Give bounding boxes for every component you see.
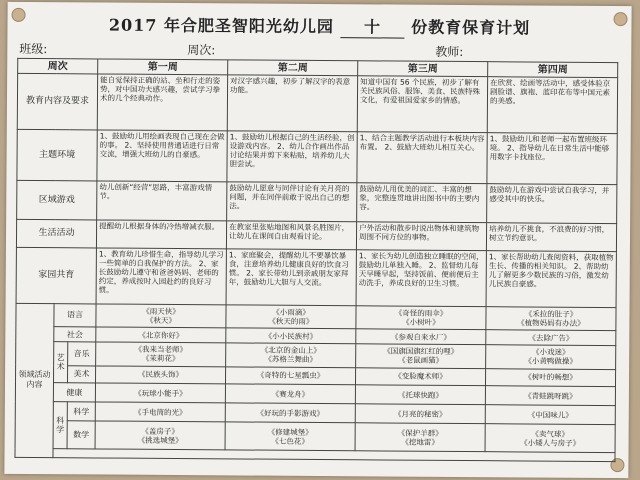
science-week-2: 《好玩的手影游戏》 bbox=[225, 403, 355, 423]
fine-art-week-2: 《奇特的七星瓢虫》 bbox=[226, 367, 356, 385]
music-week-2: 《北京的金山上》 《苏格兰舞曲》 bbox=[226, 343, 356, 368]
math-week-2: 《修建城堡》 《七色花》 bbox=[225, 422, 355, 451]
class-label: 班级: bbox=[19, 41, 48, 57]
fine-art-week-3: 《变脸魔术师》 bbox=[356, 367, 486, 385]
environment-week-3: 1、结合主题教学活动进行本板块内容布置。 2、鼓励大班幼儿相互关心。 bbox=[357, 132, 487, 184]
music-week-3: 《国旗国旗红红的哩》 《老鼠画猫》 bbox=[356, 344, 486, 369]
society-week-1: 《北京你好》 bbox=[96, 327, 226, 343]
field-activities-label: 领域活动内容 bbox=[15, 303, 54, 458]
fine-art-week-4: 《树叶的畅想》 bbox=[486, 368, 616, 386]
area-games-week-2: 鼓励幼儿愿意与同伴讨论有关月亮的问题，并在同伴前敢于说出自己的想法。 bbox=[227, 182, 357, 222]
education-week-3: 知道中国有 56 个民族，初步了解有关民族风俗、服饰、美食、民族特殊文化，有爱祖国爱家乡的情感。 bbox=[357, 76, 487, 133]
home-school-week-4: 1、家长帮助幼儿查阅资料，获取植物生长、传播的相关知识。 2、帮助幼儿了解更多少数民族的习俗，激发幼儿民族自豪感。 bbox=[486, 250, 616, 307]
header-week-1: 第一周 bbox=[98, 59, 228, 75]
health-week-2: 《赛龙舟》 bbox=[225, 384, 355, 404]
language-week-4: 《禾拉的肚子》 《植物妈妈有办法》 bbox=[486, 306, 616, 331]
page-title bbox=[7, 12, 631, 40]
math-week-1: 《盖房子》 《挑选城堡》 bbox=[95, 421, 225, 450]
language-week-2: 《小雨滴》 《秋天的雨》 bbox=[226, 304, 356, 329]
education-week-4: 在欣赏、绘画等活动中，感受体验京剧脸谱、旗袍、蓝印花布等中国元素的美感。 bbox=[487, 77, 617, 134]
row-label-education: 教育内容及要求 bbox=[17, 73, 97, 129]
home-school-week-2: 1、家庭聚会，提醒幼儿不要暴饮暴食，注意培养幼儿健康良好的饮食习惯。 2、家长带幼儿到亲戚朋友家拜年，鼓励幼儿大胆与人交流。 bbox=[226, 249, 356, 306]
subject-health: 健康 bbox=[53, 383, 95, 403]
subject-music: 音乐 bbox=[68, 342, 96, 366]
language-week-1: 《雨天侠》 《秋天》 bbox=[96, 303, 226, 328]
education-week-2: 对汉字感兴趣，初步了解汉字的表意功能。 bbox=[227, 75, 357, 132]
math-week-3: 《保护羊群》 《挖地雷》 bbox=[355, 423, 485, 452]
subject-art: 艺术 bbox=[53, 342, 67, 383]
subject-society: 社会 bbox=[54, 327, 96, 342]
fine-art-week-1: 《民族头饰》 bbox=[96, 366, 226, 384]
area-games-week-3: 鼓励幼儿用优美的词汇、丰富的想象，完整连贯地讲出图书中的主要内容。 bbox=[357, 183, 487, 223]
daily-life-week-3: 户外活动和散步时说出物体和建筑物周围不同方位的事物。 bbox=[356, 222, 486, 251]
subject-math: 数学 bbox=[67, 421, 95, 449]
subject-science-group: 科学 bbox=[53, 402, 67, 449]
home-school-week-1: 1、教育幼儿珍惜生命，指导幼儿学习一些简单的自我保护的方法。 2、家长鼓励幼儿遵守和爸爸妈妈、老师的约定，养成按时入园赴约的良好习惯。 bbox=[96, 248, 226, 305]
science-week-1: 《手电筒的光》 bbox=[95, 402, 225, 422]
plan-table bbox=[14, 58, 618, 462]
subject-science: 科学 bbox=[67, 402, 95, 421]
daily-life-week-2: 在教室里张贴地图和风景名胜图片，让幼儿在课间自由观看讨论。 bbox=[226, 221, 356, 250]
title-prefix: 2017 年合肥圣智阳光幼儿园 bbox=[108, 15, 335, 37]
header-week-4: 第四周 bbox=[488, 62, 618, 78]
header-week: 周次 bbox=[18, 58, 98, 74]
title-suffix: 份教育保育计划 bbox=[411, 17, 531, 38]
music-week-4: 《小戏迷》 《小黄鸭做操》 bbox=[486, 345, 616, 370]
title-month: 十 bbox=[340, 14, 404, 38]
society-week-4: 《去除广告》 bbox=[486, 330, 616, 346]
plan-sheet bbox=[4, 2, 631, 478]
row-label-environment: 主题环境 bbox=[17, 129, 97, 181]
science-week-3: 《月亮的秘密》 bbox=[355, 404, 485, 424]
punch-hole bbox=[614, 12, 628, 26]
math-week-4: 《卖气球》 《小矮人与房子》 bbox=[485, 424, 615, 453]
language-week-3: 《奇怪的雨伞》 《小树叶》 bbox=[356, 305, 486, 330]
header-week-3: 第三周 bbox=[358, 61, 488, 77]
society-week-3: 《参观自来水厂》 bbox=[356, 329, 486, 345]
row-label-home-school: 家园共育 bbox=[16, 247, 96, 303]
daily-life-week-4: 培养幼儿不挑食，不浪费的好习惯，树立节约意识。 bbox=[486, 223, 616, 252]
science-week-4: 《中国味儿》 bbox=[485, 405, 615, 425]
health-week-3: 《托球快跑》 bbox=[355, 385, 485, 405]
area-games-week-1: 幼儿创新“经营”思路，丰富游戏情节。 bbox=[97, 181, 227, 221]
environment-week-4: 1、鼓励幼儿和老师一起布置班级环境。 2、指导幼儿在日常生活中能够用数字卡找座位。 bbox=[487, 132, 617, 184]
daily-life-week-1: 提醒幼儿根据身体的冷热增减衣服。 bbox=[96, 220, 226, 249]
punch-hole bbox=[12, 8, 26, 22]
health-week-1: 《玩球小能手》 bbox=[95, 383, 225, 403]
row-label-daily-life: 生活活动 bbox=[16, 219, 96, 247]
row-label-area-games: 区域游戏 bbox=[17, 181, 97, 220]
week-label: 周次: bbox=[187, 43, 216, 58]
subject-fine-art: 美术 bbox=[67, 365, 95, 382]
home-school-week-3: 1、家长为幼儿创造独立睡眠的空间，鼓励幼儿单独入睡。 2、监督幼儿每天早睡早起，坚持饭前、便前便后主动洗手，养成良好的卫生习惯。 bbox=[356, 250, 486, 307]
environment-week-2: 1、鼓励幼儿根据自己的生活经验，创设游戏内容。 2、幼儿合作画出作品讨论结果并剪下来粘贴，培养幼儿大胆尝试。 bbox=[227, 131, 357, 183]
music-week-1: 《我来当老师》 《茉莉花》 bbox=[96, 342, 226, 367]
header-week-2: 第二周 bbox=[228, 60, 358, 76]
subject-language: 语言 bbox=[54, 303, 96, 327]
area-games-week-4: 鼓励幼儿在游戏中尝试自我学习，并感受其中的快乐。 bbox=[487, 184, 617, 224]
environment-week-1: 1、鼓励幼儿用绘画表现自己现在会做的事。 2、坚持使用普通话进行日常交流，增强大班幼儿的自豪感。 bbox=[97, 130, 227, 182]
health-week-4: 《青蛙跳呀跳》 bbox=[485, 386, 615, 406]
education-week-1: 能自觉保持正确的站、坐和行走的姿势，对中国功夫感兴趣，尝试学习拳术的几个经典动作。 bbox=[97, 74, 227, 131]
society-week-2: 《小小民族村》 bbox=[226, 328, 356, 344]
teacher-label: 教师: bbox=[435, 44, 464, 60]
